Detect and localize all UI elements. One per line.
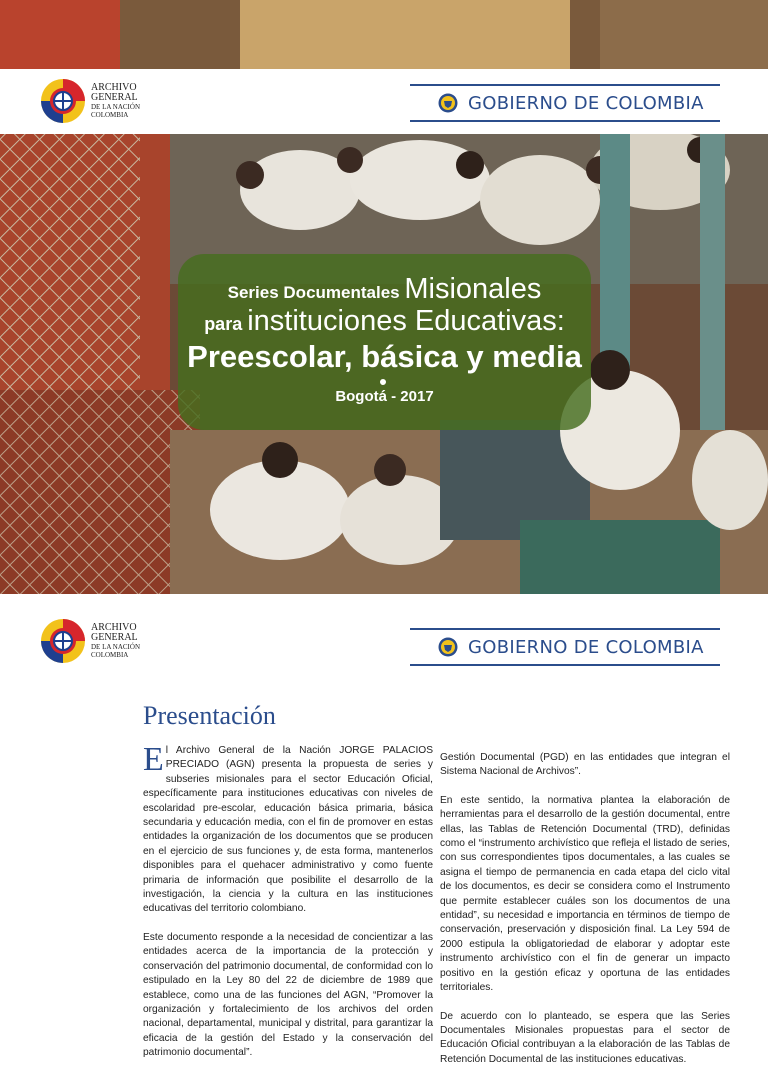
cover-title-line-1 xyxy=(178,273,591,306)
divider-dot xyxy=(380,379,386,385)
right-column xyxy=(440,751,730,1081)
page2-header xyxy=(0,609,768,679)
cover-title-line-3: Preescolar, básica y media xyxy=(187,339,582,374)
agn-logo-icon xyxy=(40,78,86,124)
gobierno-banner xyxy=(410,84,720,122)
agn-logo-text xyxy=(91,623,140,659)
cover-title-line-2 xyxy=(178,305,591,338)
agn-logo xyxy=(40,78,140,124)
right-paragraph-3: De acuerdo con lo planteado, se espera que las Series Documentales Misionales propuestas para el sector de Educación Oficial contribuyan a la elaboración de las Tablas de Retención Documental de las instituciones educativas. xyxy=(440,1010,730,1065)
logo-line-2: GENERAL xyxy=(91,92,138,103)
logo-line-4: COLOMBIA xyxy=(91,651,129,659)
left-paragraph-1 xyxy=(143,741,433,917)
left-paragraph-1-text: l Archivo General de la Nación JORGE PALACIOS PRECIADO (AGN) presenta la propuesta de series y subseries misionales para el sector Educación Oficial, específicamente para instituciones educativas con niveles de escolaridad pre-escolar, educación básica primaria, básica secundaria y educación media, con el fin de promover en estas entidades la organización de los documentos que se producen en el ejercicio de sus funciones y, de esta forma, mantenerlos disponibles para el quehacer administrativo y como fuente primaria de información que posibilite el desarrollo de la investigación, la ciencia y la cultura en las instituciones educativas del territorio colombiano. xyxy=(143,745,433,915)
title-small-2: para xyxy=(204,314,243,334)
logo-line-3: DE LA NACIÓN xyxy=(91,103,140,111)
title-small-1: Series Documentales xyxy=(227,283,400,302)
logo-line-2: GENERAL xyxy=(91,632,138,643)
section-heading: Presentación xyxy=(143,701,276,730)
logo-line-1: ARCHIVO xyxy=(91,82,137,93)
cover-header xyxy=(0,69,768,134)
agn-logo xyxy=(40,618,140,664)
left-column xyxy=(143,741,433,1075)
colombia-shield-icon xyxy=(438,93,458,113)
gobierno-banner xyxy=(410,628,720,666)
logo-line-4: COLOMBIA xyxy=(91,111,129,119)
gobierno-label: GOBIERNO DE COLOMBIA xyxy=(468,636,704,658)
agn-logo-text xyxy=(91,83,140,119)
drop-cap: E xyxy=(143,741,164,778)
left-paragraph-2: Este documento responde a la necesidad de concientizar a las entidades acerca de la importancia de la protección y conservación del patrimonio documental, de conformidad con lo estipulado en la Ley 80 del 22 de diciembre de 1989 que establece, como una de las funciones del AGN, “Promover la organización y fortalecimiento de los archivos del orden nacional, departamental, municipal y distrital, para garantizar la eficacia de la gestión del Estado y la conservación del patrimonio documental”. xyxy=(143,931,433,1059)
right-paragraph-2: En este sentido, la normativa plantea la elaboración de herramientas para el desarrollo de la gestión documental, entre ellas, las Tablas de Retención Documental (TRD), definidas como el “instrumento archivístico que refleja el listado de series, con sus correspondientes tipos documentales, a las cuales se asigna el tiempo de permanencia en cada etapa del ciclo vital de los documentos, es decir se considera como el Instrumento que permite establecer cuáles son los documentos de una entidad”, su necesidad e importancia en términos de tiempo de conservación, preservación y disposición final. La Ley 594 de 2000 estipula la obligatoriedad de elaborar y adoptar este instrumento archivístico con el fin de generar un impacto positivo en la gestión eficaz y oportuna de las entidades territoriales. xyxy=(440,794,730,994)
logo-line-1: ARCHIVO xyxy=(91,622,137,633)
colombia-shield-icon xyxy=(438,637,458,657)
gobierno-label: GOBIERNO DE COLOMBIA xyxy=(468,92,704,114)
logo-line-3: DE LA NACIÓN xyxy=(91,643,140,651)
cover-title-box xyxy=(178,254,591,430)
title-big-2: instituciones Educativas: xyxy=(247,305,565,337)
right-paragraph-1: Gestión Documental (PGD) en las entidades que integran el Sistema Nacional de Archivos”. xyxy=(440,752,730,778)
presentation-page xyxy=(0,594,768,1065)
title-big-1: Misionales xyxy=(404,273,542,305)
cover-place-year: Bogotá - 2017 xyxy=(335,388,434,405)
agn-logo-icon xyxy=(40,618,86,664)
